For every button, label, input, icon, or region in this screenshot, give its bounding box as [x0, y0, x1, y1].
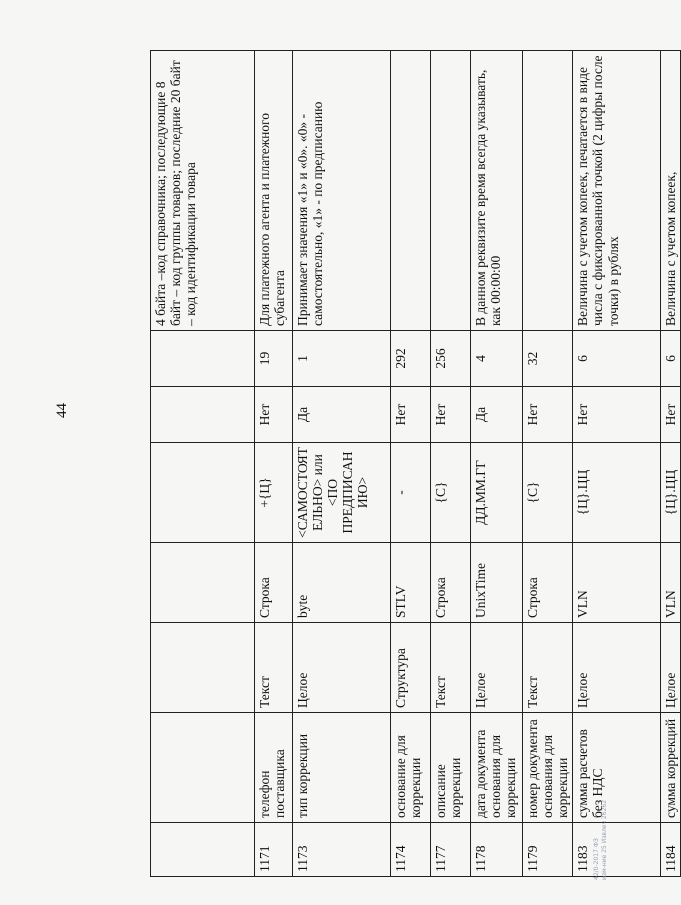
table-row [151, 51, 255, 877]
cell-type: Текст [431, 623, 471, 713]
cell-num: 1184 [661, 823, 681, 877]
cell-length: 6 [661, 331, 681, 387]
cell-length: 256 [431, 331, 471, 387]
cell-name: тип коррекции [293, 713, 391, 823]
table-row [573, 51, 661, 877]
cell-note: 4 байта –код справочника; последующие 8 байт – код группы товаров; последние 20 байт – код идентификации товара [151, 51, 255, 331]
cell-note: В данном реквизите время всегда указывать, как 00:00:00 [471, 51, 523, 331]
cell-required: Нет [573, 387, 661, 443]
cell-num: 1171 [255, 823, 293, 877]
cell-required: Да [293, 387, 391, 443]
cell-num [151, 823, 255, 877]
cell-value: {С} [431, 443, 471, 543]
table-row [293, 51, 391, 877]
cell-format: Строка [523, 543, 573, 623]
cell-type: Структура [391, 623, 431, 713]
cell-note [391, 51, 431, 331]
cell-format: UnixTime [471, 543, 523, 623]
cell-value: +{Ц} [255, 443, 293, 543]
cell-name: сумма расчетов без НДС [573, 713, 661, 823]
cell-length: 292 [391, 331, 431, 387]
cell-value: {Ц}.ЦЦ [573, 443, 661, 543]
cell-required: Нет [255, 387, 293, 443]
cell-required: Нет [523, 387, 573, 443]
cell-type: Целое [293, 623, 391, 713]
cell-required: Нет [431, 387, 471, 443]
cell-note [431, 51, 471, 331]
cell-num: 1174 [391, 823, 431, 877]
table-row [523, 51, 573, 877]
cell-format: Строка [431, 543, 471, 623]
cell-note: Величина с учетом копеек, [661, 51, 681, 331]
stamp-line: изм-ние 25 Извлеч 26262 [600, 799, 608, 880]
cell-required: Да [471, 387, 523, 443]
table-row [661, 51, 681, 877]
cell-note [523, 51, 573, 331]
cell-type: Целое [661, 623, 681, 713]
cell-name: телефон поставщика [255, 713, 293, 823]
cell-length: 32 [523, 331, 573, 387]
cell-format: STLV [391, 543, 431, 623]
table-row [255, 51, 293, 877]
cell-type: Текст [523, 623, 573, 713]
cell-format: byte [293, 543, 391, 623]
cell-format: VLN [661, 543, 681, 623]
cell-value: {С} [523, 443, 573, 543]
cell-required: Нет [391, 387, 431, 443]
page-number: 44 [54, 403, 70, 418]
registration-stamp [593, 800, 609, 880]
cell-num: 1173 [293, 823, 391, 877]
stamp-line: 42/0-2017 ФЗ [593, 838, 600, 880]
requisites-table [150, 50, 681, 877]
cell-type: Целое [471, 623, 523, 713]
cell-num: 1179 [523, 823, 573, 877]
cell-format: Строка [255, 543, 293, 623]
cell-value: <САМОСТОЯТЕЛЬНО> или <ПО ПРЕДПИСАНИЮ> [293, 443, 391, 543]
cell-name: сумма коррекций [661, 713, 681, 823]
cell-length: 1 [293, 331, 391, 387]
cell-note: Принимает значения «1» и «0». «0» - самостоятельно, «1» - по предписанию [293, 51, 391, 331]
cell-num: 1183 [573, 823, 661, 877]
cell-type: Целое [573, 623, 661, 713]
cell-note: Величина с учетом копеек, печатается в виде числа с фиксированной точкой (2 цифры после точки) в рублях [573, 51, 661, 331]
cell-format: VLN [573, 543, 661, 623]
table-row [391, 51, 431, 877]
cell-length [151, 331, 255, 387]
cell-required: Нет [661, 387, 681, 443]
cell-num: 1177 [431, 823, 471, 877]
cell-name: дата документа основания для коррекции [471, 713, 523, 823]
cell-value [151, 443, 255, 543]
table-row [471, 51, 523, 877]
cell-required [151, 387, 255, 443]
cell-type: Текст [255, 623, 293, 713]
cell-note: Для платежного агента и платежного субагента [255, 51, 293, 331]
cell-value: ДД.ММ.ГГ [471, 443, 523, 543]
cell-value: - [391, 443, 431, 543]
cell-name: основание для коррекции [391, 713, 431, 823]
cell-name: номер документа основания для коррекции [523, 713, 573, 823]
cell-type [151, 623, 255, 713]
cell-name: описание коррекции [431, 713, 471, 823]
cell-value: {Ц}.ЦЦ [661, 443, 681, 543]
table-row [431, 51, 471, 877]
cell-length: 4 [471, 331, 523, 387]
cell-length: 6 [573, 331, 661, 387]
cell-length: 19 [255, 331, 293, 387]
cell-format [151, 543, 255, 623]
cell-name [151, 713, 255, 823]
cell-num: 1178 [471, 823, 523, 877]
